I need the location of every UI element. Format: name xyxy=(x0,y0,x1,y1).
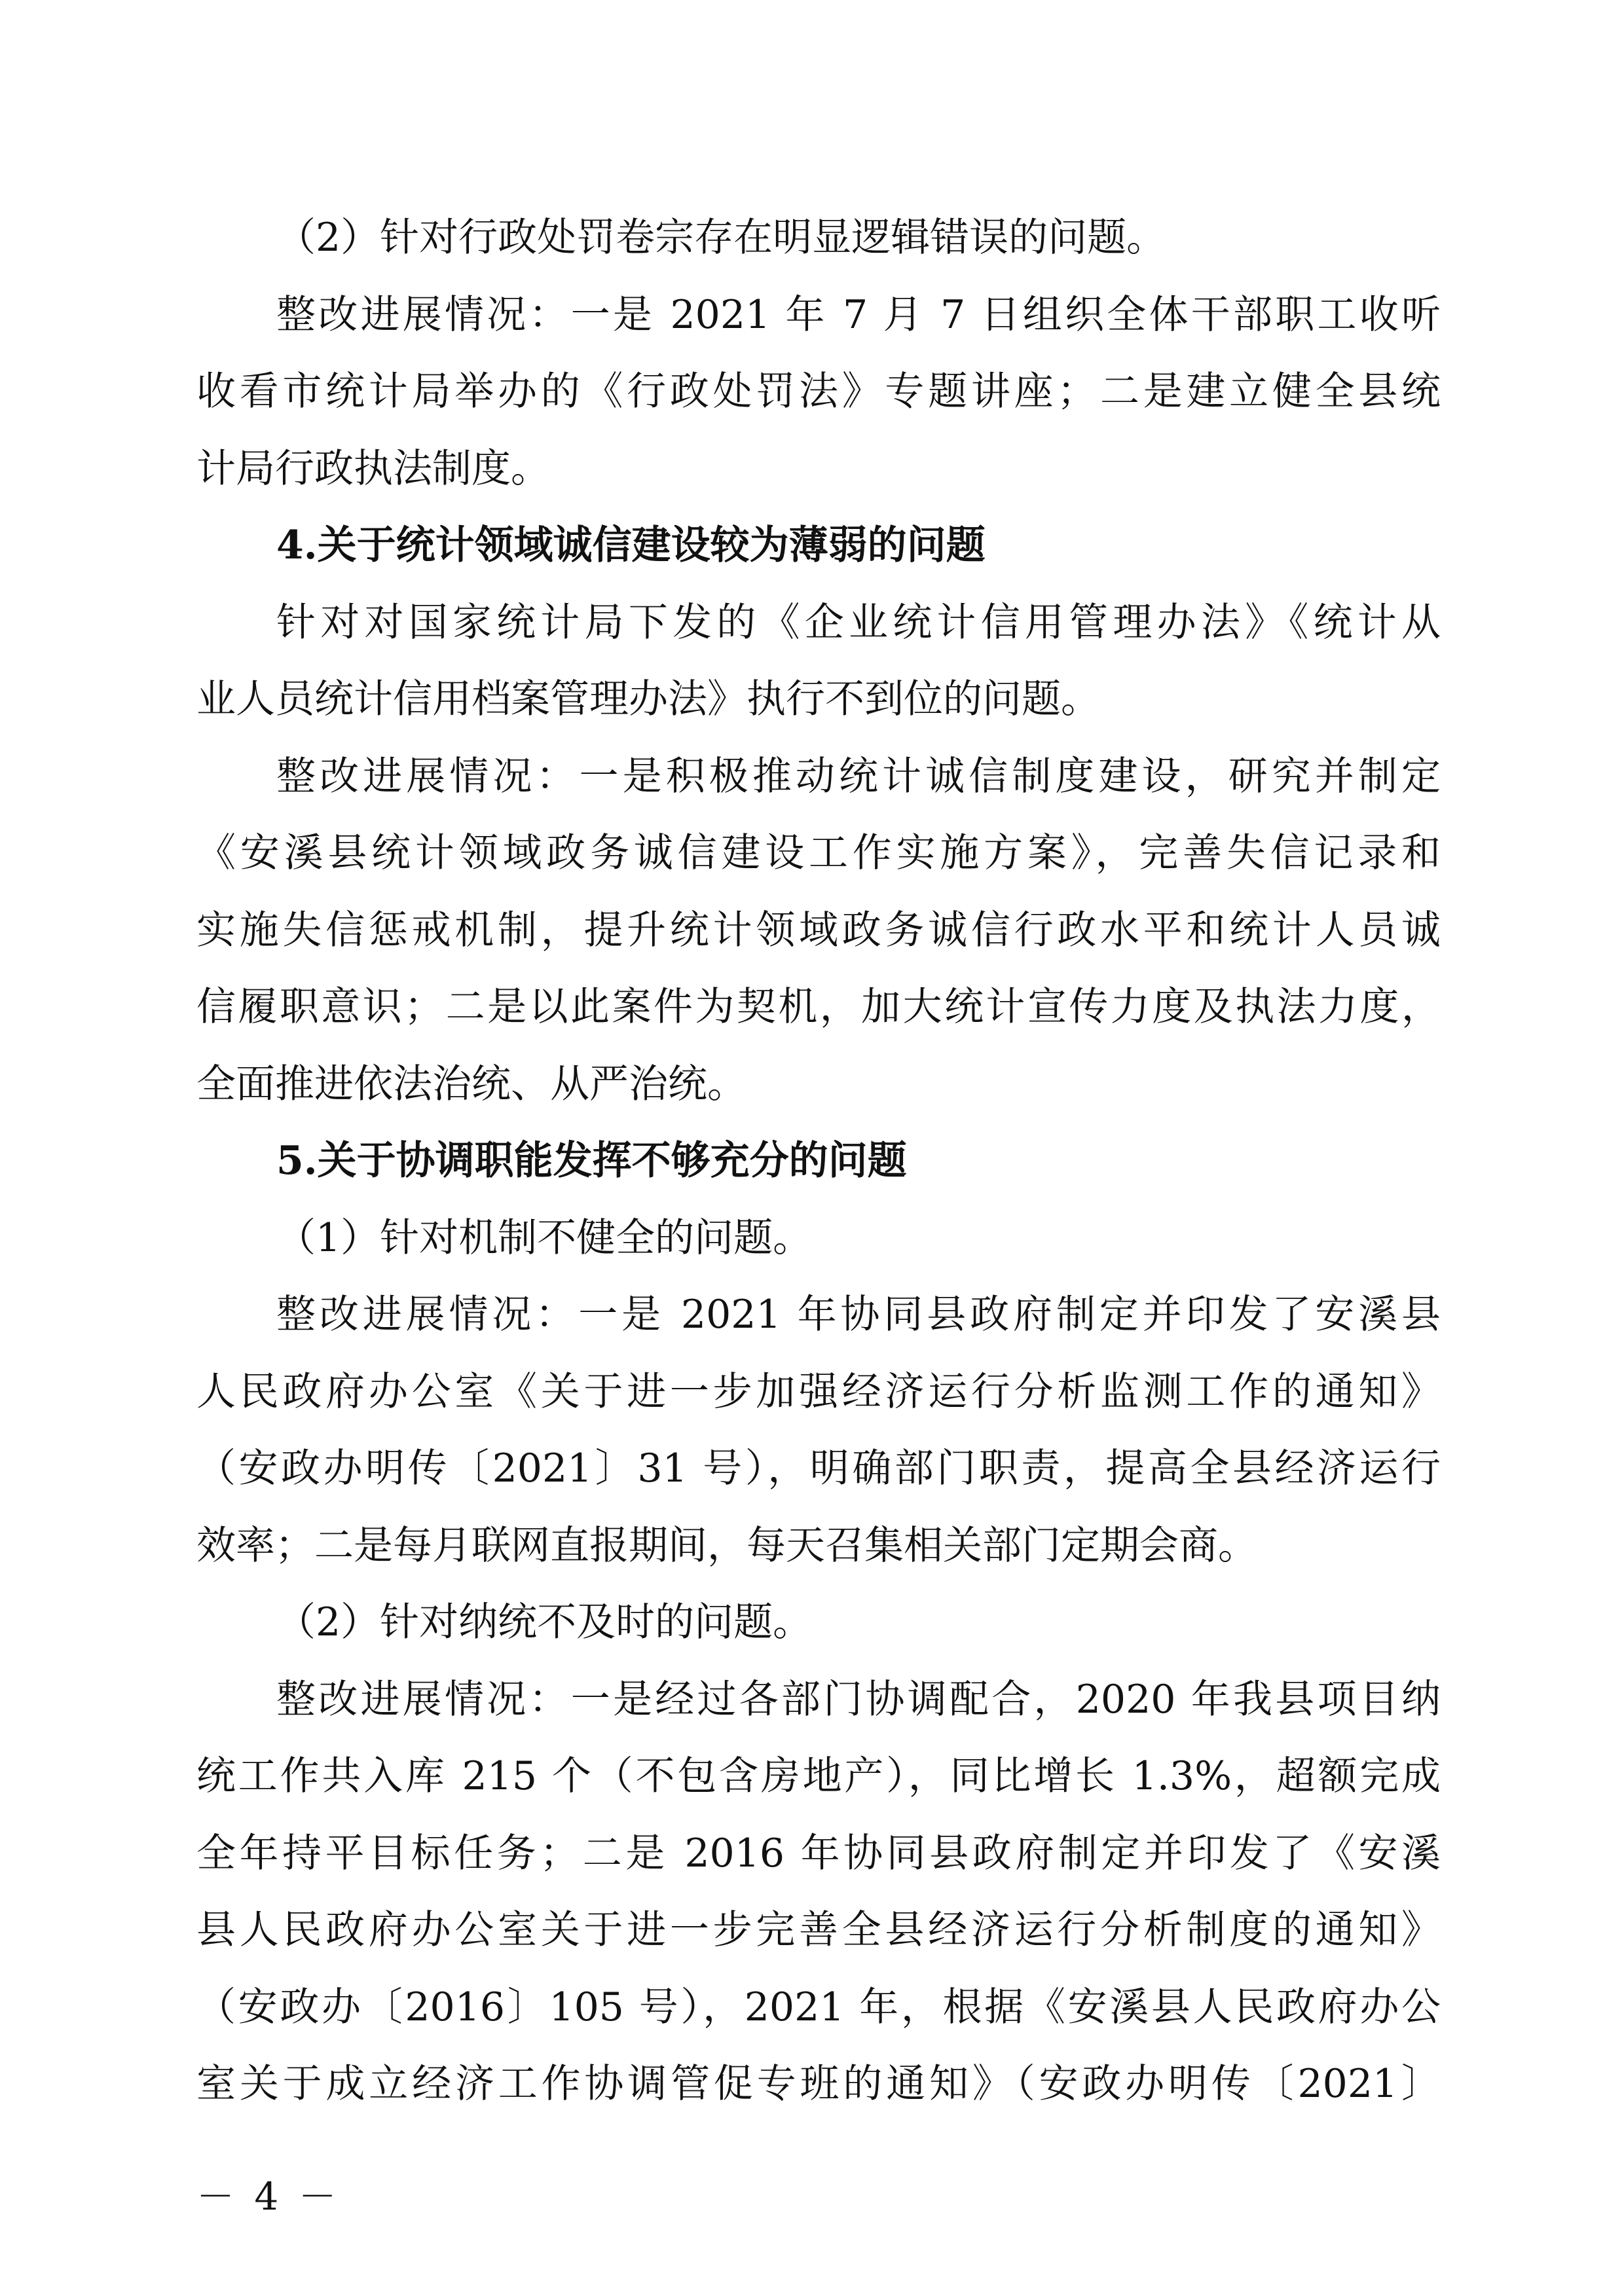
paragraph-line: 全年持平目标任务；二是 2016 年协同县政府制定并印发了《安溪 xyxy=(196,1830,1441,1876)
page-number: － 4 － xyxy=(196,2174,341,2219)
paragraph-line: （安政办明传〔2021〕31 号），明确部门职责，提高全县经济运行 xyxy=(196,1446,1441,1491)
paragraph-line: 全面推进依法治统、从严治统。 xyxy=(196,1061,747,1107)
subsection-heading: （2）针对行政处罚卷宗存在明显逻辑错误的问题。 xyxy=(276,215,1166,261)
subsection-heading: （1）针对机制不健全的问题。 xyxy=(276,1214,813,1261)
paragraph-line: 业人员统计信用档案管理办法》执行不到位的问题。 xyxy=(196,676,1100,722)
section-heading: 4.关于统计领域诚信建设较为薄弱的问题 xyxy=(276,522,986,568)
paragraph-line: 统工作共入库 215 个（不包含房地产），同比增长 1.3%，超额完成 xyxy=(196,1753,1441,1799)
paragraph-line: 室关于成立经济工作协调管促专班的通知》（安政办明传〔2021〕 xyxy=(196,2061,1441,2107)
paragraph-line: 效率；二是每月联网直报期间，每天召集相关部门定期会商。 xyxy=(196,1522,1257,1569)
paragraph-line: 收看市统计局举办的《行政处罚法》专题讲座；二是建立健全县统 xyxy=(196,369,1441,414)
paragraph-line: 人民政府办公室《关于进一步加强经济运行分析监测工作的通知》 xyxy=(196,1368,1441,1415)
paragraph-line: 整改进展情况：一是 2021 年协同县政府制定并印发了安溪县 xyxy=(276,1292,1441,1338)
paragraph-line: 针对对国家统计局下发的《企业统计信用管理办法》《统计从 xyxy=(276,599,1441,646)
paragraph-line: 信履职意识；二是以此案件为契机，加大统计宣传力度及执法力度， xyxy=(196,984,1441,1030)
paragraph-line: 县人民政府办公室关于进一步完善全县经济运行分析制度的通知》 xyxy=(196,1907,1441,1953)
document-body xyxy=(196,200,1441,2123)
paragraph-line: 整改进展情况：一是经过各部门协调配合，2020 年我县项目纳 xyxy=(276,1676,1441,1722)
paragraph-line: 实施失信惩戒机制，提升统计领域政务诚信行政水平和统计人员诚 xyxy=(196,907,1441,953)
paragraph-line: （安政办〔2016〕105 号），2021 年，根据《安溪县人民政府办公 xyxy=(196,1984,1441,2030)
subsection-heading: （2）针对纳统不及时的问题。 xyxy=(276,1599,813,1645)
paragraph-line: 整改进展情况：一是 2021 年 7 月 7 日组织全体干部职工收听 xyxy=(276,291,1441,338)
paragraph-line: 《安溪县统计领域政务诚信建设工作实施方案》，完善失信记录和 xyxy=(196,830,1441,876)
paragraph-line: 计局行政执法制度。 xyxy=(196,445,550,492)
paragraph-line: 整改进展情况：一是积极推动统计诚信制度建设，研究并制定 xyxy=(276,753,1441,799)
section-heading: 5.关于协调职能发挥不够充分的问题 xyxy=(276,1138,907,1184)
